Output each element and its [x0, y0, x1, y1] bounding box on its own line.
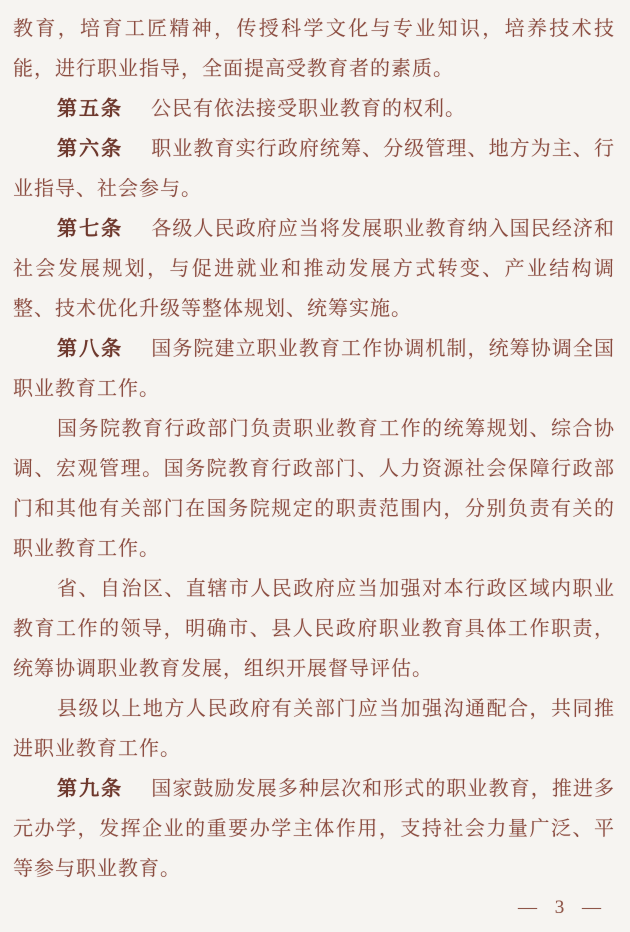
- text-line: [13, 649, 615, 689]
- text-line-article-8: [13, 329, 615, 369]
- body-text: 业指导、社会参与。: [13, 178, 202, 200]
- body-text: 门和其他有关部门在国务院规定的职责范围内，分别负责有关的: [13, 498, 615, 520]
- article-number: 第六条: [57, 138, 124, 160]
- article-number: 第八条: [57, 338, 124, 360]
- text-line: [13, 489, 615, 529]
- body-text: 元办学，发挥企业的重要办学主体作用，支持社会力量广泛、平: [13, 818, 615, 840]
- body-text: 职业教育实行政府统筹、分级管理、地方为主、行: [151, 138, 615, 160]
- text-line: [13, 169, 615, 209]
- text-line: [13, 9, 615, 49]
- text-line: [13, 849, 615, 889]
- text-line: [13, 289, 615, 329]
- text-line-article-9: [13, 769, 615, 809]
- body-text: 等参与职业教育。: [13, 858, 181, 880]
- body-text: 教育工作的领导，明确市、县人民政府职业教育具体工作职责，: [13, 618, 615, 640]
- text-line: [13, 569, 615, 609]
- text-line: [13, 409, 615, 449]
- text-line: [13, 689, 615, 729]
- body-text: 统筹协调职业教育发展，组织开展督导评估。: [13, 658, 433, 680]
- text-line: [13, 609, 615, 649]
- body-text: 职业教育工作。: [13, 378, 160, 400]
- text-line-article-5: [13, 89, 615, 129]
- body-text: 能，进行职业指导，全面提高受教育者的素质。: [13, 58, 454, 80]
- body-text: 国家鼓励发展多种层次和形式的职业教育，推进多: [151, 778, 615, 800]
- text-line: [13, 369, 615, 409]
- text-line: [13, 249, 615, 289]
- body-text: 进职业教育工作。: [13, 738, 181, 760]
- body-text: 职业教育工作。: [13, 538, 160, 560]
- body-text: 县级以上地方人民政府有关部门应当加强沟通配合，共同推: [57, 698, 615, 720]
- text-line: [13, 809, 615, 849]
- page-number: — 3 —: [518, 897, 604, 918]
- body-text: 各级人民政府应当将发展职业教育纳入国民经济和: [151, 218, 615, 240]
- body-text: 公民有依法接受职业教育的权利。: [151, 98, 466, 120]
- body-text: 整、技术优化升级等整体规划、统筹实施。: [13, 298, 412, 320]
- text-line: [13, 49, 615, 89]
- article-number: 第五条: [57, 98, 123, 120]
- body-text: 国务院建立职业教育工作协调机制，统筹协调全国: [151, 338, 615, 360]
- text-line-article-7: [13, 209, 615, 249]
- body-text: 调、宏观管理。国务院教育行政部门、人力资源社会保障行政部: [13, 458, 615, 480]
- body-text: 国务院教育行政部门负责职业教育工作的统筹规划、综合协: [57, 418, 615, 440]
- article-number: 第九条: [57, 778, 124, 800]
- body-text: 省、自治区、直辖市人民政府应当加强对本行政区域内职业: [57, 578, 615, 600]
- article-number: 第七条: [57, 218, 124, 240]
- body-text: 教育，培育工匠精神，传授科学文化与专业知识，培养技术技: [13, 18, 615, 40]
- body-text: 社会发展规划，与促进就业和推动发展方式转变、产业结构调: [13, 258, 615, 280]
- text-line: [13, 529, 615, 569]
- text-line: [13, 449, 615, 489]
- text-line: [13, 729, 615, 769]
- text-line-article-6: [13, 129, 615, 169]
